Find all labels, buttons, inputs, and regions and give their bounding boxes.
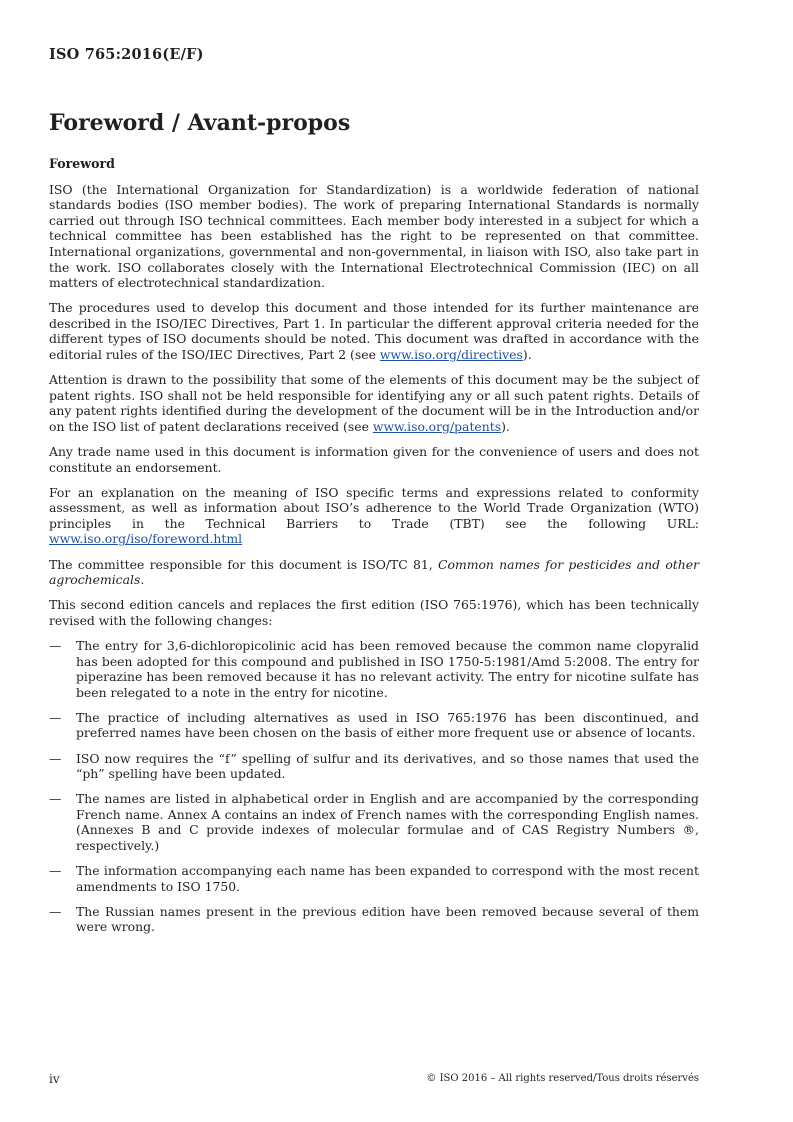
- patents-link[interactable]: www.iso.org/patents: [372, 418, 502, 434]
- list-item: [49, 863, 699, 894]
- paragraph-procedures-end: ).: [522, 347, 532, 363]
- dash-marker: —: [49, 863, 62, 879]
- paragraph-procedures-text: The procedures used to develop this document and those intended for its further maintenance are described in the ISO/IEC Directives, Part 1. In particular the different approval criteria needed for the different types of ISO documents should be noted. This document was drafted in accordance with the editorial rules of the ISO/IEC Directives, Part 2 (see: [49, 300, 699, 363]
- paragraph-iso-federation: ISO (the International Organization for Standardization) is a worldwide federation of national standards bodies (ISO member bodies). The work of preparing International Standards is normally carried out through ISO technical committees. Each member body interested in a subject for which a technical committee has been established has the right to be represented on that committee. International organizations, governmental and non-governmental, in liaison with ISO, also take part in the work. ISO collaborates closely with the International Electrotechnical Commission (IEC) on all matters of electrotechnical standardization.: [49, 181, 699, 291]
- paragraph-procedures: [49, 300, 699, 362]
- paragraph-conformity: [49, 485, 699, 547]
- paragraph-trade-name: Any trade name used in this document is information given for the convenience of users and does not constitute an endorsement.: [49, 444, 699, 475]
- dash-marker: —: [49, 750, 62, 766]
- changes-list: [49, 638, 699, 935]
- foreword-content: [49, 156, 699, 944]
- page-number: iv: [49, 1072, 60, 1086]
- dash-marker: —: [49, 637, 62, 653]
- paragraph-edition: This second edition cancels and replaces the first edition (ISO 765:1976), which has been technically revised with the following changes:: [49, 597, 699, 628]
- list-item-text: The information accompanying each name has been expanded to correspond with the most recent amendments to ISO 1750.: [76, 863, 699, 894]
- document-id-header: ISO 765:2016(E/F): [49, 46, 204, 63]
- copyright-notice: © ISO 2016 – All rights reserved/Tous droits réservés: [426, 1073, 699, 1084]
- paragraph-committee-text: The committee responsible for this document is ISO/TC 81,: [49, 556, 438, 572]
- paragraph-patent-rights: [49, 372, 699, 434]
- committee-name: Common names for pesticides and other agrochemicals: [49, 556, 699, 588]
- paragraph-patent-end: ).: [501, 418, 510, 434]
- list-item: [49, 638, 699, 700]
- dash-marker: —: [49, 709, 62, 725]
- list-item: [49, 710, 699, 741]
- paragraph-committee: [49, 557, 699, 588]
- list-item: [49, 791, 699, 853]
- list-item-text: The Russian names present in the previous edition have been removed because several of them were wrong.: [76, 903, 699, 935]
- list-item-text: The names are listed in alphabetical order in English and are accompanied by the corresponding French name. Annex A contains an index of French names with the corresponding English names. (Annexes B and C provide indexes of molecular formulae and of CAS Registry Numbers ®, respectively.): [76, 791, 699, 853]
- paragraph-patent-text: Attention is drawn to the possibility that some of the elements of this document may be the subject of patent rights. ISO shall not be held responsible for identifying any or all such patent rights. Details of any patent rights identified during the development of the document will be in the Introduction and/or on the ISO list of patent declarations received (see: [49, 372, 699, 434]
- page-title: Foreword / Avant-propos: [49, 110, 351, 136]
- dash-marker: —: [49, 903, 62, 919]
- list-item-text: ISO now requires the “f” spelling of sulfur and its derivatives, and so those names that used the “ph” spelling have been updated.: [76, 750, 699, 782]
- list-item: [49, 751, 699, 782]
- list-item-text: The entry for 3,6-dichloropicolinic acid has been removed because the common name clopyralid has been adopted for this compound and published in ISO 1750-5:1981/Amd 5:2008. The entry for piperazine has been removed because it has no relevant activity. The entry for nicotine sulfate has been relegated to a note in the entry for nicotine.: [76, 637, 699, 700]
- paragraph-committee-end: .: [140, 572, 145, 588]
- foreword-subheading: Foreword: [49, 156, 115, 171]
- paragraph-conformity-text: For an explanation on the meaning of ISO specific terms and expressions related to conformity assessment, as well as information about ISO’s adherence to the World Trade Organization (WTO) principles in the Technical Barriers to Trade (TBT) see the following URL:: [49, 484, 699, 531]
- dash-marker: —: [49, 791, 62, 807]
- list-item: [49, 904, 699, 935]
- foreword-url-link[interactable]: www.iso.org/iso/foreword.html: [49, 531, 243, 547]
- directives-link[interactable]: www.iso.org/directives: [379, 347, 523, 363]
- list-item-text: The practice of including alternatives as used in ISO 765:1976 has been discontinued, and preferred names have been chosen on the basis of either more frequent use or absence of locants.: [76, 709, 699, 741]
